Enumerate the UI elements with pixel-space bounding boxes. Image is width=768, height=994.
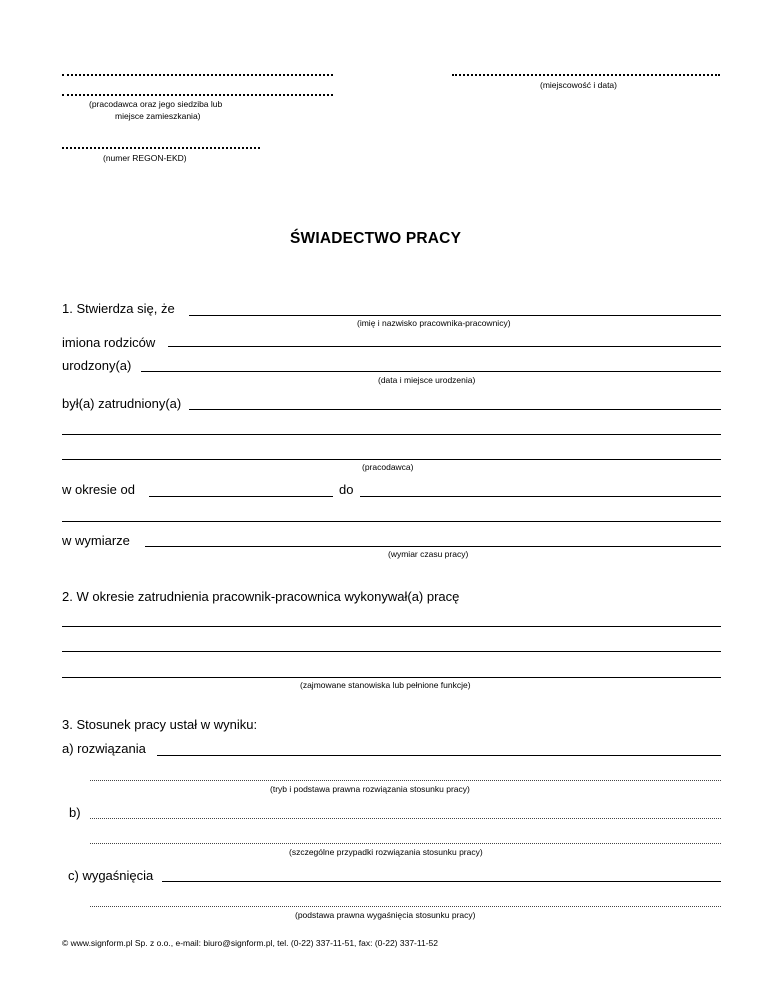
certify-label: 1. Stwierdza się, że [62, 301, 175, 316]
parents-label: imiona rodziców [62, 335, 156, 350]
period-extra-line[interactable] [62, 521, 721, 522]
born-caption: (data i miejsce urodzenia) [378, 375, 476, 385]
expiry-c-basis-field[interactable] [90, 906, 721, 907]
period-to-field[interactable] [360, 496, 721, 497]
expiry-c-field[interactable] [162, 881, 721, 882]
regon-caption: (numer REGON-EKD) [103, 153, 187, 163]
positions-caption: (zajmowane stanowiska lub pełnione funkcje) [300, 680, 471, 690]
termination-a-field[interactable] [157, 755, 721, 756]
period-from-label: w okresie od [62, 482, 135, 497]
employer-address-field[interactable] [62, 94, 333, 96]
worktime-label: w wymiarze [62, 533, 130, 548]
employed-label: był(a) zatrudniony(a) [62, 396, 182, 411]
place-date-field[interactable] [452, 74, 720, 76]
employer-caption: (pracodawca) [362, 462, 414, 472]
employer-line-1[interactable] [62, 434, 721, 435]
born-label: urodzony(a) [62, 358, 132, 373]
termination-b-label: b) [69, 805, 81, 820]
expiry-c-caption: (podstawa prawna wygaśnięcia stosunku pracy) [295, 910, 476, 920]
born-field[interactable] [141, 371, 721, 372]
period-from-field[interactable] [149, 496, 333, 497]
positions-line-3[interactable] [62, 677, 721, 678]
period-to-label: do [339, 482, 354, 497]
page-title: ŚWIADECTWO PRACY [290, 230, 462, 247]
expiry-c-label: c) wygaśnięcia [68, 868, 154, 883]
worktime-field[interactable] [145, 546, 721, 547]
termination-a-basis-field[interactable] [90, 780, 721, 781]
footer-copyright: © www.signform.pl Sp. z o.o., e-mail: biuro@signform.pl, tel. (0-22) 337-11-51, fax: (0-22) 337-11-52 [62, 938, 438, 948]
termination-a-label: a) rozwiązania [62, 741, 146, 756]
employer-name-field[interactable] [62, 74, 333, 76]
termination-b-extra-field[interactable] [90, 843, 721, 844]
section3-heading: 3. Stosunek pracy ustał w wyniku: [62, 717, 258, 732]
termination-b-field[interactable] [90, 818, 721, 819]
employer-caption-line2: miejsce zamieszkania) [115, 111, 201, 121]
worktime-caption: (wymiar czasu pracy) [388, 549, 469, 559]
employer-caption-line1: (pracodawca oraz jego siedziba lub [89, 99, 223, 109]
positions-line-1[interactable] [62, 626, 721, 627]
employee-name-field[interactable] [189, 315, 721, 316]
place-date-caption: (miejscowość i data) [540, 80, 617, 90]
regon-field[interactable] [62, 147, 260, 149]
termination-a-caption: (tryb i podstawa prawna rozwiązania stosunku pracy) [270, 784, 470, 794]
employer-line-2[interactable] [62, 459, 721, 460]
employed-field[interactable] [189, 409, 721, 410]
positions-line-2[interactable] [62, 651, 721, 652]
parents-field[interactable] [168, 346, 721, 347]
section2-heading: 2. W okresie zatrudnienia pracownik-pracownica wykonywał(a) pracę [62, 589, 460, 604]
termination-b-caption: (szczególne przypadki rozwiązania stosunku pracy) [289, 847, 483, 857]
employee-name-caption: (imię i nazwisko pracownika-pracownicy) [357, 318, 511, 328]
